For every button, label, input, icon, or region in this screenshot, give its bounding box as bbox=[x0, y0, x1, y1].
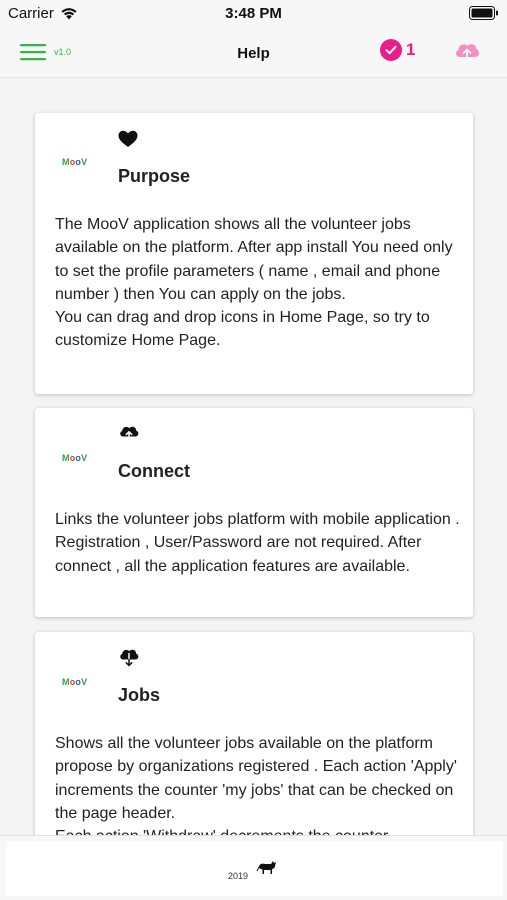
clock: 3:48 PM bbox=[225, 5, 282, 22]
cloud-download-icon bbox=[118, 647, 140, 667]
cloud-upload-icon bbox=[118, 423, 140, 441]
card-body: Shows all the volunteer jobs available on the platform propose by organizations registered . Each action 'Apply' increments the counter 'my jobs' that can be checked on the page header. bbox=[55, 735, 457, 822]
footer-panel bbox=[6, 841, 503, 896]
footer bbox=[0, 835, 507, 900]
my-jobs-counter[interactable] bbox=[380, 39, 415, 61]
carrier-label: Carrier bbox=[8, 5, 54, 22]
card-body: Links the volunteer jobs platform with mobile application . Registration , User/Password are not required. After connect , all the application features are available. bbox=[55, 511, 460, 575]
card-title: Jobs bbox=[118, 685, 161, 705]
footer-year: 2019 bbox=[228, 871, 249, 881]
card-title: Purpose bbox=[118, 166, 191, 186]
cloud-upload-icon[interactable] bbox=[453, 39, 481, 63]
navigation-bar bbox=[0, 28, 507, 78]
my-jobs-count: 1 bbox=[406, 40, 416, 59]
card-body: The MooV application shows all the volunteer jobs available on the platform. After app install You need only to set the profile parameters ( name , email and phone number ) then You can apply on the jobs. You can drag and drop icons in Home Page, so try to customize Home Page. bbox=[55, 216, 453, 350]
page-title: Help bbox=[237, 45, 270, 62]
animal-logo-icon bbox=[256, 858, 280, 878]
heart-icon bbox=[118, 130, 138, 148]
moov-logo: MooV bbox=[62, 453, 88, 463]
help-content[interactable] bbox=[0, 79, 507, 835]
moov-logo: MooV bbox=[62, 157, 88, 167]
battery-icon bbox=[469, 6, 499, 20]
help-card-connect bbox=[35, 408, 473, 617]
help-card-purpose bbox=[35, 113, 473, 394]
status-bar bbox=[0, 0, 507, 28]
card-title: Connect bbox=[118, 461, 190, 481]
hamburger-menu-icon[interactable] bbox=[18, 40, 48, 64]
app-version: v1.0 bbox=[54, 47, 72, 57]
moov-logo: MooV bbox=[62, 677, 88, 687]
checkmark-icon bbox=[380, 39, 402, 61]
